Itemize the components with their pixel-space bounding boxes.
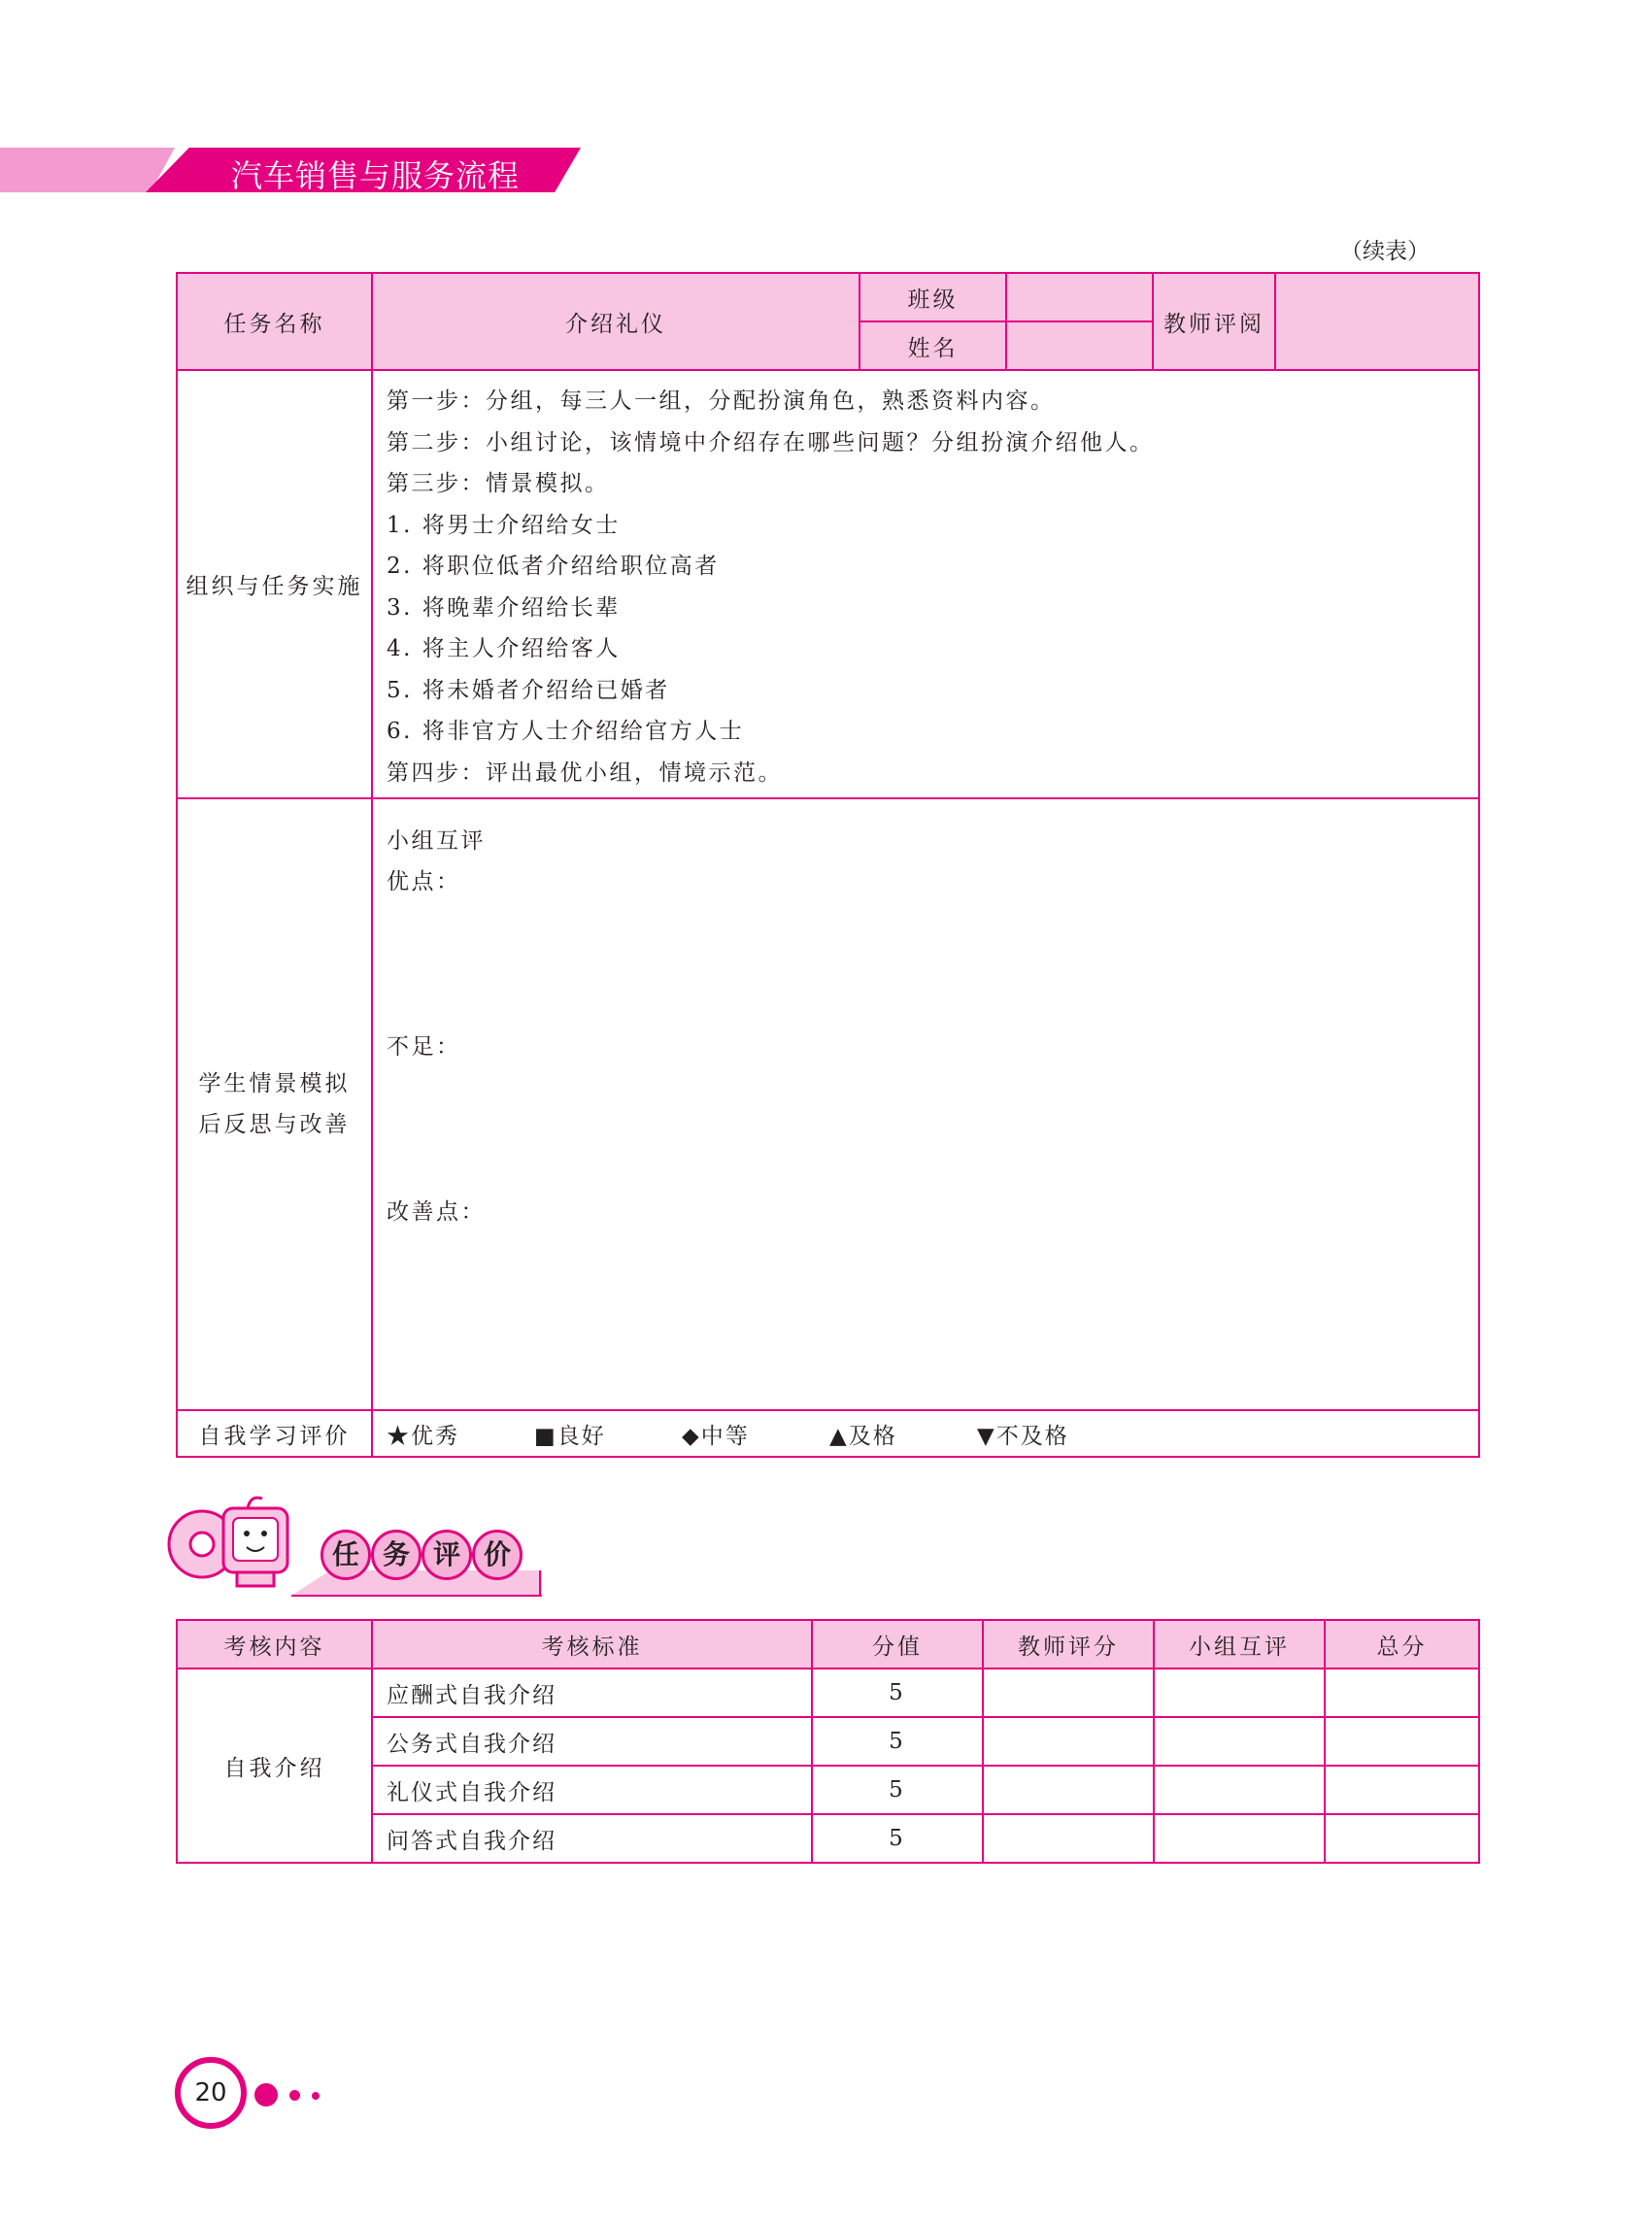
step-line: 2. 将职位低者介绍给职位高者 <box>387 554 720 579</box>
teacher-review-field[interactable] <box>1275 273 1479 370</box>
decor-dot-small <box>312 2092 320 2100</box>
total-score-cell[interactable] <box>1325 1717 1479 1766</box>
name-label: 姓名 <box>860 321 1006 370</box>
step-line: 第二步：小组讨论，该情境中介绍存在哪些问题？分组扮演介绍他人。 <box>387 429 1155 455</box>
total-score-cell[interactable] <box>1325 1766 1479 1814</box>
points-cell: 5 <box>812 1766 983 1814</box>
header-peer-score: 小组互评 <box>1154 1620 1325 1669</box>
step-line: 1. 将男士介绍给女士 <box>387 512 621 538</box>
step-line: 第四步：评出最优小组，情境示范。 <box>387 759 783 786</box>
teacher-score-cell[interactable] <box>983 1766 1154 1814</box>
teacher-review-label: 教师评阅 <box>1153 273 1275 370</box>
weaknesses-label: 不足： <box>387 1034 461 1060</box>
reflection-label-line2: 后反思与改善 <box>198 1112 351 1137</box>
implementation-steps <box>372 370 1479 798</box>
task-name-label: 任务名称 <box>177 273 372 370</box>
criterion-cell: 公务式自我介绍 <box>372 1717 812 1766</box>
criterion-cell: 应酬式自我介绍 <box>372 1669 812 1717</box>
peer-score-cell[interactable] <box>1154 1669 1325 1717</box>
section-title-char: 评 <box>421 1530 472 1580</box>
section-title-char: 价 <box>472 1530 523 1580</box>
reflection-label <box>177 798 372 1410</box>
reflection-label-line1: 学生情景模拟 <box>198 1071 351 1096</box>
peer-score-cell[interactable] <box>1154 1717 1325 1766</box>
teacher-score-cell[interactable] <box>983 1814 1154 1863</box>
continuation-note: （续表） <box>1340 239 1430 264</box>
step-line: 第一步：分组，每三人一组，分配扮演角色，熟悉资料内容。 <box>387 388 1056 414</box>
header-content: 考核内容 <box>177 1620 372 1669</box>
peer-review-heading: 小组互评 <box>387 828 486 854</box>
banner-light-stripe <box>0 148 175 192</box>
points-cell: 5 <box>812 1717 983 1766</box>
decor-dot-medium <box>289 2090 300 2101</box>
grade-pass[interactable]: ▲及格 <box>829 1423 897 1449</box>
book-title: 汽车销售与服务流程 <box>231 157 521 194</box>
points-cell: 5 <box>812 1814 983 1863</box>
section-title-char: 务 <box>371 1530 421 1580</box>
section-title-char: 任 <box>320 1530 371 1580</box>
criterion-cell: 礼仪式自我介绍 <box>372 1766 812 1814</box>
peer-score-cell[interactable] <box>1154 1814 1325 1863</box>
category-self-intro: 自我介绍 <box>177 1669 372 1863</box>
total-score-cell[interactable] <box>1325 1669 1479 1717</box>
decor-dot-large <box>254 2083 278 2107</box>
header-teacher-score: 教师评分 <box>983 1620 1154 1669</box>
class-label: 班级 <box>860 273 1006 321</box>
header-points: 分值 <box>812 1620 983 1669</box>
mascot-icon <box>165 1491 301 1598</box>
header-banner <box>0 148 583 192</box>
task-table <box>176 272 1480 1458</box>
reflection-area[interactable] <box>372 798 1479 1410</box>
criterion-cell: 问答式自我介绍 <box>372 1814 812 1863</box>
evaluation-table <box>176 1619 1480 1864</box>
grade-fail[interactable]: ▼不及格 <box>977 1423 1069 1449</box>
grade-medium[interactable]: ◆中等 <box>682 1423 750 1449</box>
step-line: 5. 将未婚者介绍给已婚者 <box>387 677 670 703</box>
points-cell: 5 <box>812 1669 983 1717</box>
step-line: 第三步：情景模拟。 <box>387 471 610 496</box>
self-eval-label: 自我学习评价 <box>177 1410 372 1457</box>
grade-excellent[interactable]: ★优秀 <box>387 1423 459 1449</box>
header-total: 总分 <box>1325 1620 1479 1669</box>
strengths-label: 优点： <box>387 869 461 894</box>
total-score-cell[interactable] <box>1325 1814 1479 1863</box>
step-line: 6. 将非官方人士介绍给官方人士 <box>387 719 745 744</box>
grade-good[interactable]: ■良好 <box>534 1423 606 1449</box>
header-criteria: 考核标准 <box>372 1620 812 1669</box>
name-field[interactable] <box>1006 321 1153 370</box>
section-title-task-evaluation <box>165 1491 554 1593</box>
self-eval-options <box>372 1410 1479 1457</box>
page-number: 20 <box>175 2057 247 2129</box>
task-name-value: 介绍礼仪 <box>372 273 860 370</box>
class-field[interactable] <box>1006 273 1153 321</box>
teacher-score-cell[interactable] <box>983 1669 1154 1717</box>
teacher-score-cell[interactable] <box>983 1717 1154 1766</box>
improvements-label: 改善点： <box>387 1199 486 1225</box>
step-line: 4. 将主人介绍给客人 <box>387 636 621 661</box>
peer-score-cell[interactable] <box>1154 1766 1325 1814</box>
implementation-label: 组织与任务实施 <box>177 370 372 798</box>
step-line: 3. 将晚辈介绍给长辈 <box>387 594 621 621</box>
